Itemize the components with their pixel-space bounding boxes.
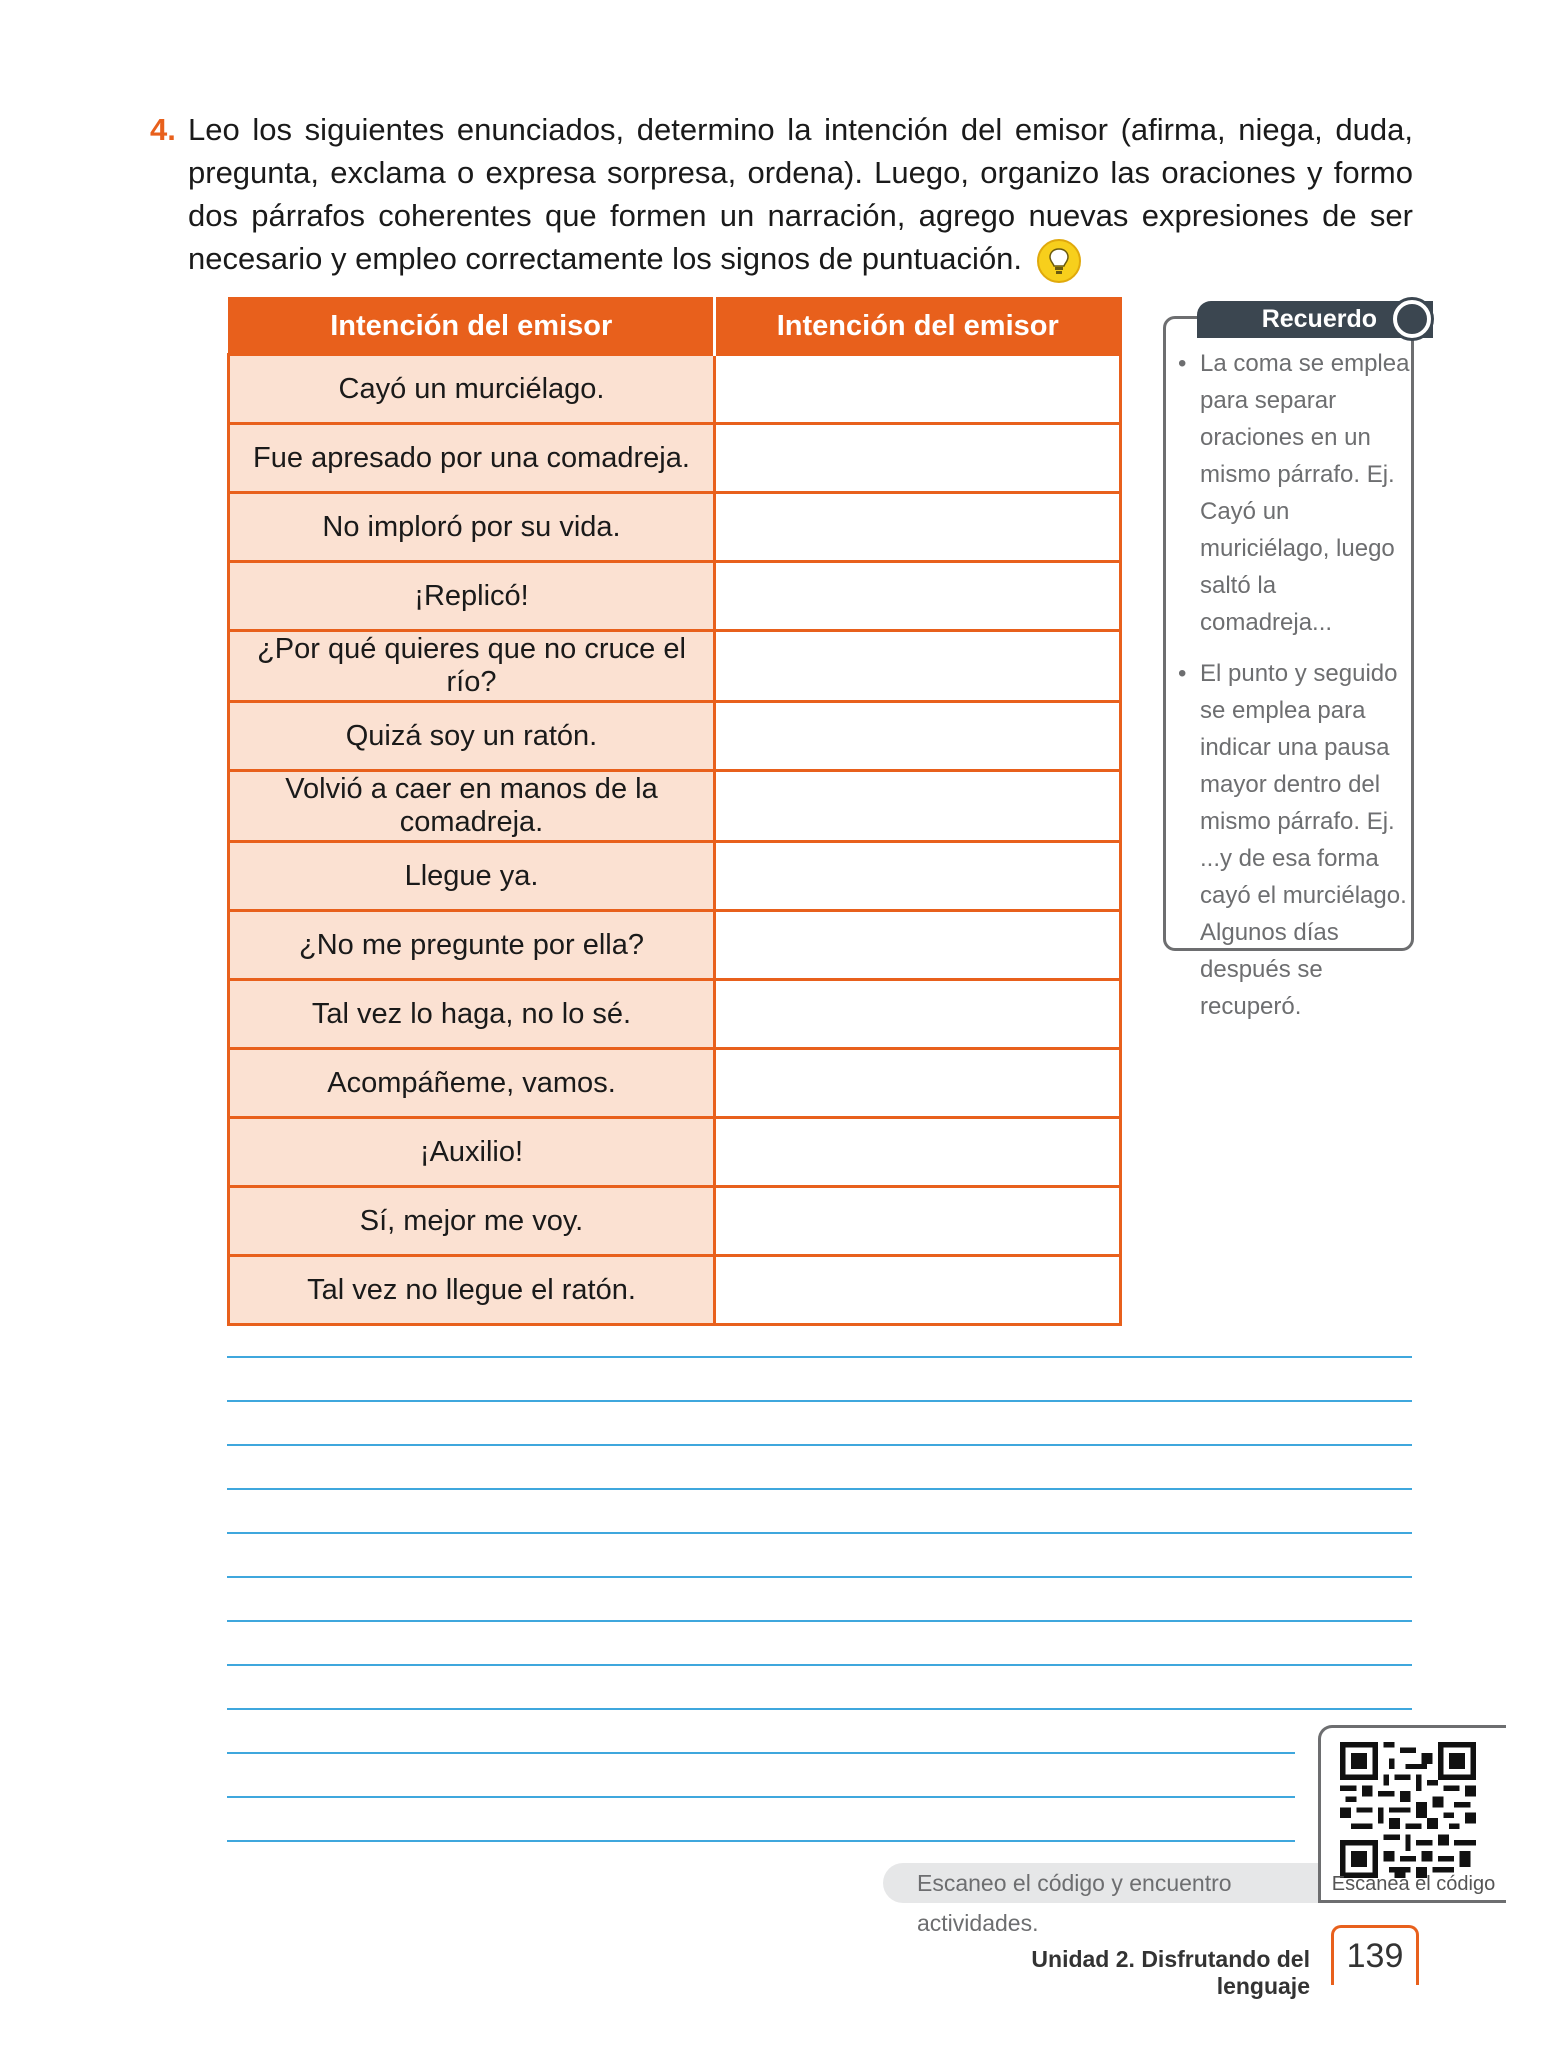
- table-row: [229, 980, 1121, 1049]
- answer-cell[interactable]: [715, 631, 1121, 702]
- writing-line[interactable]: [227, 1356, 1412, 1358]
- instruction-text: Leo los siguientes enunciados, determino la intención del emisor (afirma, niega, duda, pregunta, exclama o expresa sorpresa, ordena). Luego, organizo las oraciones y formo dos párrafos coherentes que formen un narración, agrego nuevas expresiones de ser necesario y empleo correctamente los signos de puntuación.: [188, 112, 1413, 276]
- sentence-cell: Volvió a caer en manos de la comadreja.: [229, 771, 715, 842]
- table-row: [229, 842, 1121, 911]
- column-header: Intención del emisor: [715, 298, 1121, 355]
- answer-cell[interactable]: [715, 771, 1121, 842]
- answer-cell[interactable]: [715, 562, 1121, 631]
- writing-line[interactable]: [227, 1400, 1412, 1402]
- qr-label: Escanea el código: [1331, 1873, 1496, 1895]
- answer-cell[interactable]: [715, 842, 1121, 911]
- qr-code-icon[interactable]: [1339, 1742, 1477, 1878]
- table-row: [229, 702, 1121, 771]
- table-row: [229, 355, 1121, 424]
- sentence-cell: Tal vez lo haga, no lo sé.: [229, 980, 715, 1049]
- page-number: 139: [1331, 1925, 1419, 1985]
- answer-cell[interactable]: [715, 424, 1121, 493]
- table-row: [229, 771, 1121, 842]
- table-row: [229, 493, 1121, 562]
- sentence-cell: Tal vez no llegue el ratón.: [229, 1256, 715, 1325]
- sentence-cell: ¿Por qué quieres que no cruce el río?: [229, 631, 715, 702]
- sentence-cell: Llegue ya.: [229, 842, 715, 911]
- recuerdo-item: • La coma se emplea para separar oraciones en un mismo párrafo. Ej. Cayó un muriciélago, luego saltó la comadreja...: [1166, 345, 1410, 641]
- sender-intent-table: [227, 297, 1122, 1326]
- table-row: [229, 1118, 1121, 1187]
- table-row: [229, 424, 1121, 493]
- table-row: [229, 1187, 1121, 1256]
- sentence-cell: ¡Auxilio!: [229, 1118, 715, 1187]
- ring-icon: [1393, 300, 1431, 338]
- recuerdo-list: [1166, 345, 1410, 1039]
- recuerdo-title: Recuerdo: [1197, 301, 1433, 338]
- writing-line[interactable]: [227, 1488, 1412, 1490]
- table-row: [229, 911, 1121, 980]
- table-row: [229, 562, 1121, 631]
- unit-title: Unidad 2. Disfrutando del lenguaje: [1031, 1946, 1310, 1999]
- recuerdo-box: [1163, 316, 1414, 1020]
- answer-cell[interactable]: [715, 1256, 1121, 1325]
- writing-line[interactable]: [227, 1444, 1412, 1446]
- recuerdo-item: • El punto y seguido se emplea para indicar una pausa mayor dentro del mismo párrafo. Ej. ...y de esa forma cayó el murciélago. Algunos días después se recuperó.: [1166, 655, 1410, 1025]
- sentence-cell: Fue apresado por una comadreja.: [229, 424, 715, 493]
- sentence-cell: Sí, mejor me voy.: [229, 1187, 715, 1256]
- table-row: [229, 1256, 1121, 1325]
- answer-cell[interactable]: [715, 493, 1121, 562]
- writing-line[interactable]: [227, 1664, 1412, 1666]
- answer-cell[interactable]: [715, 702, 1121, 771]
- answer-cell[interactable]: [715, 911, 1121, 980]
- answer-cell[interactable]: [715, 980, 1121, 1049]
- table-header-row: [229, 298, 1121, 355]
- scan-instruction: Escaneo el código y encuentro actividades.: [883, 1863, 1338, 1903]
- column-header: Intención del emisor: [229, 298, 715, 355]
- activity-instruction: [150, 108, 1413, 283]
- answer-cell[interactable]: [715, 355, 1121, 424]
- sentence-cell: No imploró por su vida.: [229, 493, 715, 562]
- table-row: [229, 1049, 1121, 1118]
- lightbulb-icon: [1037, 239, 1081, 283]
- writing-line[interactable]: [227, 1620, 1412, 1622]
- writing-line[interactable]: [227, 1796, 1295, 1798]
- answer-cell[interactable]: [715, 1118, 1121, 1187]
- sentence-cell: Cayó un murciélago.: [229, 355, 715, 424]
- writing-line[interactable]: [227, 1708, 1412, 1710]
- activity-number: 4.: [150, 112, 176, 147]
- writing-line[interactable]: [227, 1576, 1412, 1578]
- sentence-cell: Acompáñeme, vamos.: [229, 1049, 715, 1118]
- sentence-cell: ¿No me pregunte por ella?: [229, 911, 715, 980]
- writing-line[interactable]: [227, 1840, 1295, 1842]
- table-row: [229, 631, 1121, 702]
- writing-line[interactable]: [227, 1752, 1295, 1754]
- answer-cell[interactable]: [715, 1187, 1121, 1256]
- writing-line[interactable]: [227, 1532, 1412, 1534]
- sentence-cell: Quizá soy un ratón.: [229, 702, 715, 771]
- qr-panel[interactable]: [1318, 1725, 1506, 1903]
- sentence-cell: ¡Replicó!: [229, 562, 715, 631]
- answer-cell[interactable]: [715, 1049, 1121, 1118]
